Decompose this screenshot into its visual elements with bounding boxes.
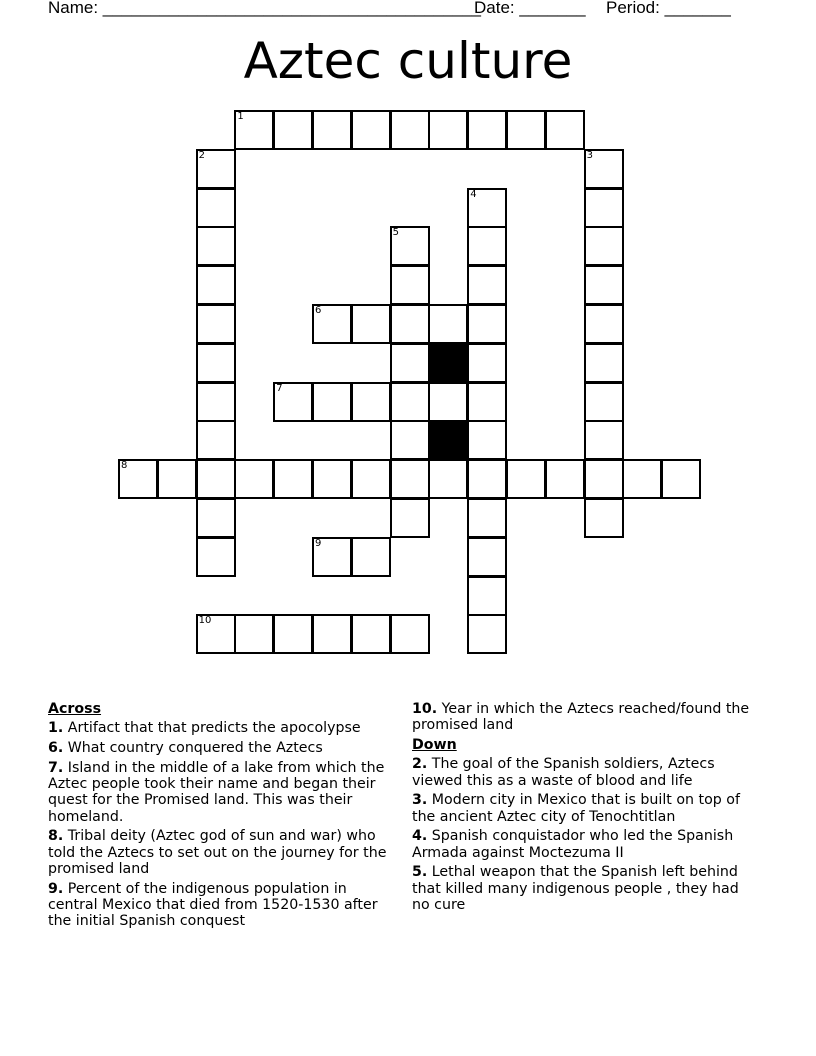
- clue-text: Year in which the Aztecs reached/found the promised land: [412, 701, 750, 734]
- grid-cell[interactable]: [584, 149, 624, 189]
- clue-down-5: [412, 864, 757, 913]
- clue-down-3: [412, 792, 757, 825]
- grid-cell[interactable]: [545, 459, 585, 499]
- clue-down-2: [412, 756, 757, 789]
- grid-cell[interactable]: [584, 459, 624, 499]
- grid-cell[interactable]: [351, 459, 391, 499]
- grid-cell[interactable]: [584, 343, 624, 383]
- grid-cell[interactable]: [467, 498, 507, 538]
- grid-cell[interactable]: [273, 110, 313, 150]
- clue-text: Modern city in Mexico that is built on top of the ancient Aztec city of Tenochtitlan: [412, 792, 740, 825]
- clue-number: 6.: [48, 739, 64, 756]
- grid-cell[interactable]: [584, 498, 624, 538]
- grid-cell[interactable]: [428, 110, 468, 150]
- grid-cell[interactable]: [273, 459, 313, 499]
- grid-cell[interactable]: [428, 459, 468, 499]
- grid-cell[interactable]: [312, 459, 352, 499]
- grid-cell[interactable]: [467, 420, 507, 460]
- grid-cell[interactable]: [312, 537, 352, 577]
- across-heading: Across: [48, 701, 102, 717]
- page-title: Aztec culture: [243, 32, 573, 90]
- cell-number: 2: [198, 149, 205, 161]
- grid-cell[interactable]: [390, 614, 430, 654]
- clues-right-column: [412, 701, 757, 917]
- grid-cell[interactable]: [196, 420, 236, 460]
- grid-cell[interactable]: [196, 537, 236, 577]
- grid-cell[interactable]: [196, 498, 236, 538]
- clue-number: 2.: [412, 756, 428, 773]
- grid-cell[interactable]: [234, 110, 274, 150]
- grid-cell[interactable]: [196, 382, 236, 422]
- clue-text: What country conquered the Aztecs: [67, 739, 323, 756]
- grid-cell[interactable]: [273, 382, 313, 422]
- grid-cell[interactable]: [273, 614, 313, 654]
- grid-cell[interactable]: [312, 110, 352, 150]
- grid-cell[interactable]: [428, 304, 468, 344]
- clue-number: 5.: [412, 864, 428, 881]
- grid-cell[interactable]: [584, 265, 624, 305]
- cell-number: 4: [470, 188, 477, 200]
- grid-cell[interactable]: [467, 459, 507, 499]
- cell-number: 8: [121, 460, 128, 472]
- date-field[interactable]: Date: _______: [474, 0, 586, 17]
- grid-cell[interactable]: [118, 459, 158, 499]
- grid-cell[interactable]: [196, 614, 236, 654]
- clue-across-7: [48, 760, 398, 825]
- clue-across-8: [48, 828, 398, 877]
- grid-cell[interactable]: [196, 226, 236, 266]
- grid-cell[interactable]: [234, 614, 274, 654]
- cell-number: 9: [315, 537, 322, 549]
- grid-cell[interactable]: [467, 614, 507, 654]
- grid-cell[interactable]: [390, 226, 430, 266]
- clue-across-1: [48, 720, 398, 736]
- student-info-header: [48, 0, 768, 20]
- black-cell: [428, 343, 468, 383]
- clue-across-10: [412, 701, 757, 734]
- cell-number: 5: [392, 227, 399, 239]
- cell-number: 10: [198, 615, 212, 627]
- clue-text: Lethal weapon that the Spanish left behind that killed many indigenous people , they had no cure: [412, 864, 739, 913]
- grid-cell[interactable]: [467, 265, 507, 305]
- clue-number: 10.: [412, 701, 438, 717]
- down-heading: Down: [412, 736, 457, 753]
- grid-cell[interactable]: [234, 459, 274, 499]
- clue-number: 7.: [48, 759, 64, 776]
- grid-cell[interactable]: [390, 498, 430, 538]
- grid-cell[interactable]: [467, 382, 507, 422]
- clue-text: Percent of the indigenous population in central Mexico that died from 1520-1530 after the initial Spanish conquest: [48, 880, 378, 930]
- clue-text: Island in the middle of a lake from which the Aztec people took their name and began their quest for the Promised land. This was their homeland.: [48, 759, 385, 825]
- grid-cell[interactable]: [584, 188, 624, 228]
- clue-text: Artifact that that predicts the apocolypse: [67, 720, 361, 737]
- grid-cell[interactable]: [312, 304, 352, 344]
- grid-cell[interactable]: [351, 614, 391, 654]
- period-field[interactable]: Period: _______: [606, 0, 731, 17]
- clue-number: 4.: [412, 828, 428, 845]
- grid-cell[interactable]: [661, 459, 701, 499]
- grid-cell[interactable]: [351, 110, 391, 150]
- clue-text: Tribal deity (Aztec god of sun and war) who told the Aztecs to set out on the journey for the promised land: [48, 828, 387, 877]
- grid-cell[interactable]: [390, 110, 430, 150]
- grid-cell[interactable]: [584, 420, 624, 460]
- grid-cell[interactable]: [467, 537, 507, 577]
- grid-cell[interactable]: [506, 459, 546, 499]
- grid-cell[interactable]: [584, 382, 624, 422]
- cell-number: 7: [276, 382, 283, 394]
- grid-cell[interactable]: [545, 110, 585, 150]
- grid-cell[interactable]: [390, 304, 430, 344]
- grid-cell[interactable]: [157, 459, 197, 499]
- clue-across-6: [48, 740, 398, 756]
- grid-cell[interactable]: [196, 459, 236, 499]
- grid-cell[interactable]: [584, 226, 624, 266]
- grid-cell[interactable]: [506, 110, 546, 150]
- grid-cell[interactable]: [351, 382, 391, 422]
- grid-cell[interactable]: [351, 537, 391, 577]
- grid-cell[interactable]: [390, 420, 430, 460]
- grid-cell[interactable]: [428, 382, 468, 422]
- black-cell: [428, 420, 468, 460]
- cell-number: 1: [237, 111, 244, 122]
- clue-across-9: [48, 881, 398, 930]
- grid-cell[interactable]: [312, 382, 352, 422]
- grid-cell[interactable]: [467, 110, 507, 150]
- grid-cell[interactable]: [467, 304, 507, 344]
- grid-cell[interactable]: [467, 343, 507, 383]
- grid-cell[interactable]: [622, 459, 662, 499]
- grid-cell[interactable]: [312, 614, 352, 654]
- grid-cell[interactable]: [467, 188, 507, 228]
- grid-cell[interactable]: [467, 576, 507, 616]
- name-field[interactable]: Name: ________________________________________: [48, 0, 481, 17]
- clue-number: 1.: [48, 720, 64, 737]
- cell-number: 6: [315, 305, 322, 316]
- grid-cell[interactable]: [390, 343, 430, 383]
- clues-left-column: [48, 701, 398, 933]
- grid-cell[interactable]: [390, 382, 430, 422]
- grid-cell[interactable]: [390, 265, 430, 305]
- clue-number: 8.: [48, 828, 64, 845]
- clue-text: The goal of the Spanish soldiers, Aztecs viewed this as a waste of blood and life: [412, 756, 715, 789]
- grid-cell[interactable]: [196, 265, 236, 305]
- grid-cell[interactable]: [584, 304, 624, 344]
- grid-cell[interactable]: [196, 343, 236, 383]
- clue-text: Spanish conquistador who led the Spanish Armada against Moctezuma II: [412, 828, 734, 861]
- clue-down-4: [412, 828, 757, 861]
- grid-cell[interactable]: [196, 149, 236, 189]
- grid-cell[interactable]: [390, 459, 430, 499]
- grid-cell[interactable]: [351, 304, 391, 344]
- grid-cell[interactable]: [196, 188, 236, 228]
- cell-number: 3: [586, 149, 593, 161]
- grid-cell[interactable]: [196, 304, 236, 344]
- clue-number: 9.: [48, 880, 64, 897]
- grid-cell[interactable]: [467, 226, 507, 266]
- clue-number: 3.: [412, 792, 428, 809]
